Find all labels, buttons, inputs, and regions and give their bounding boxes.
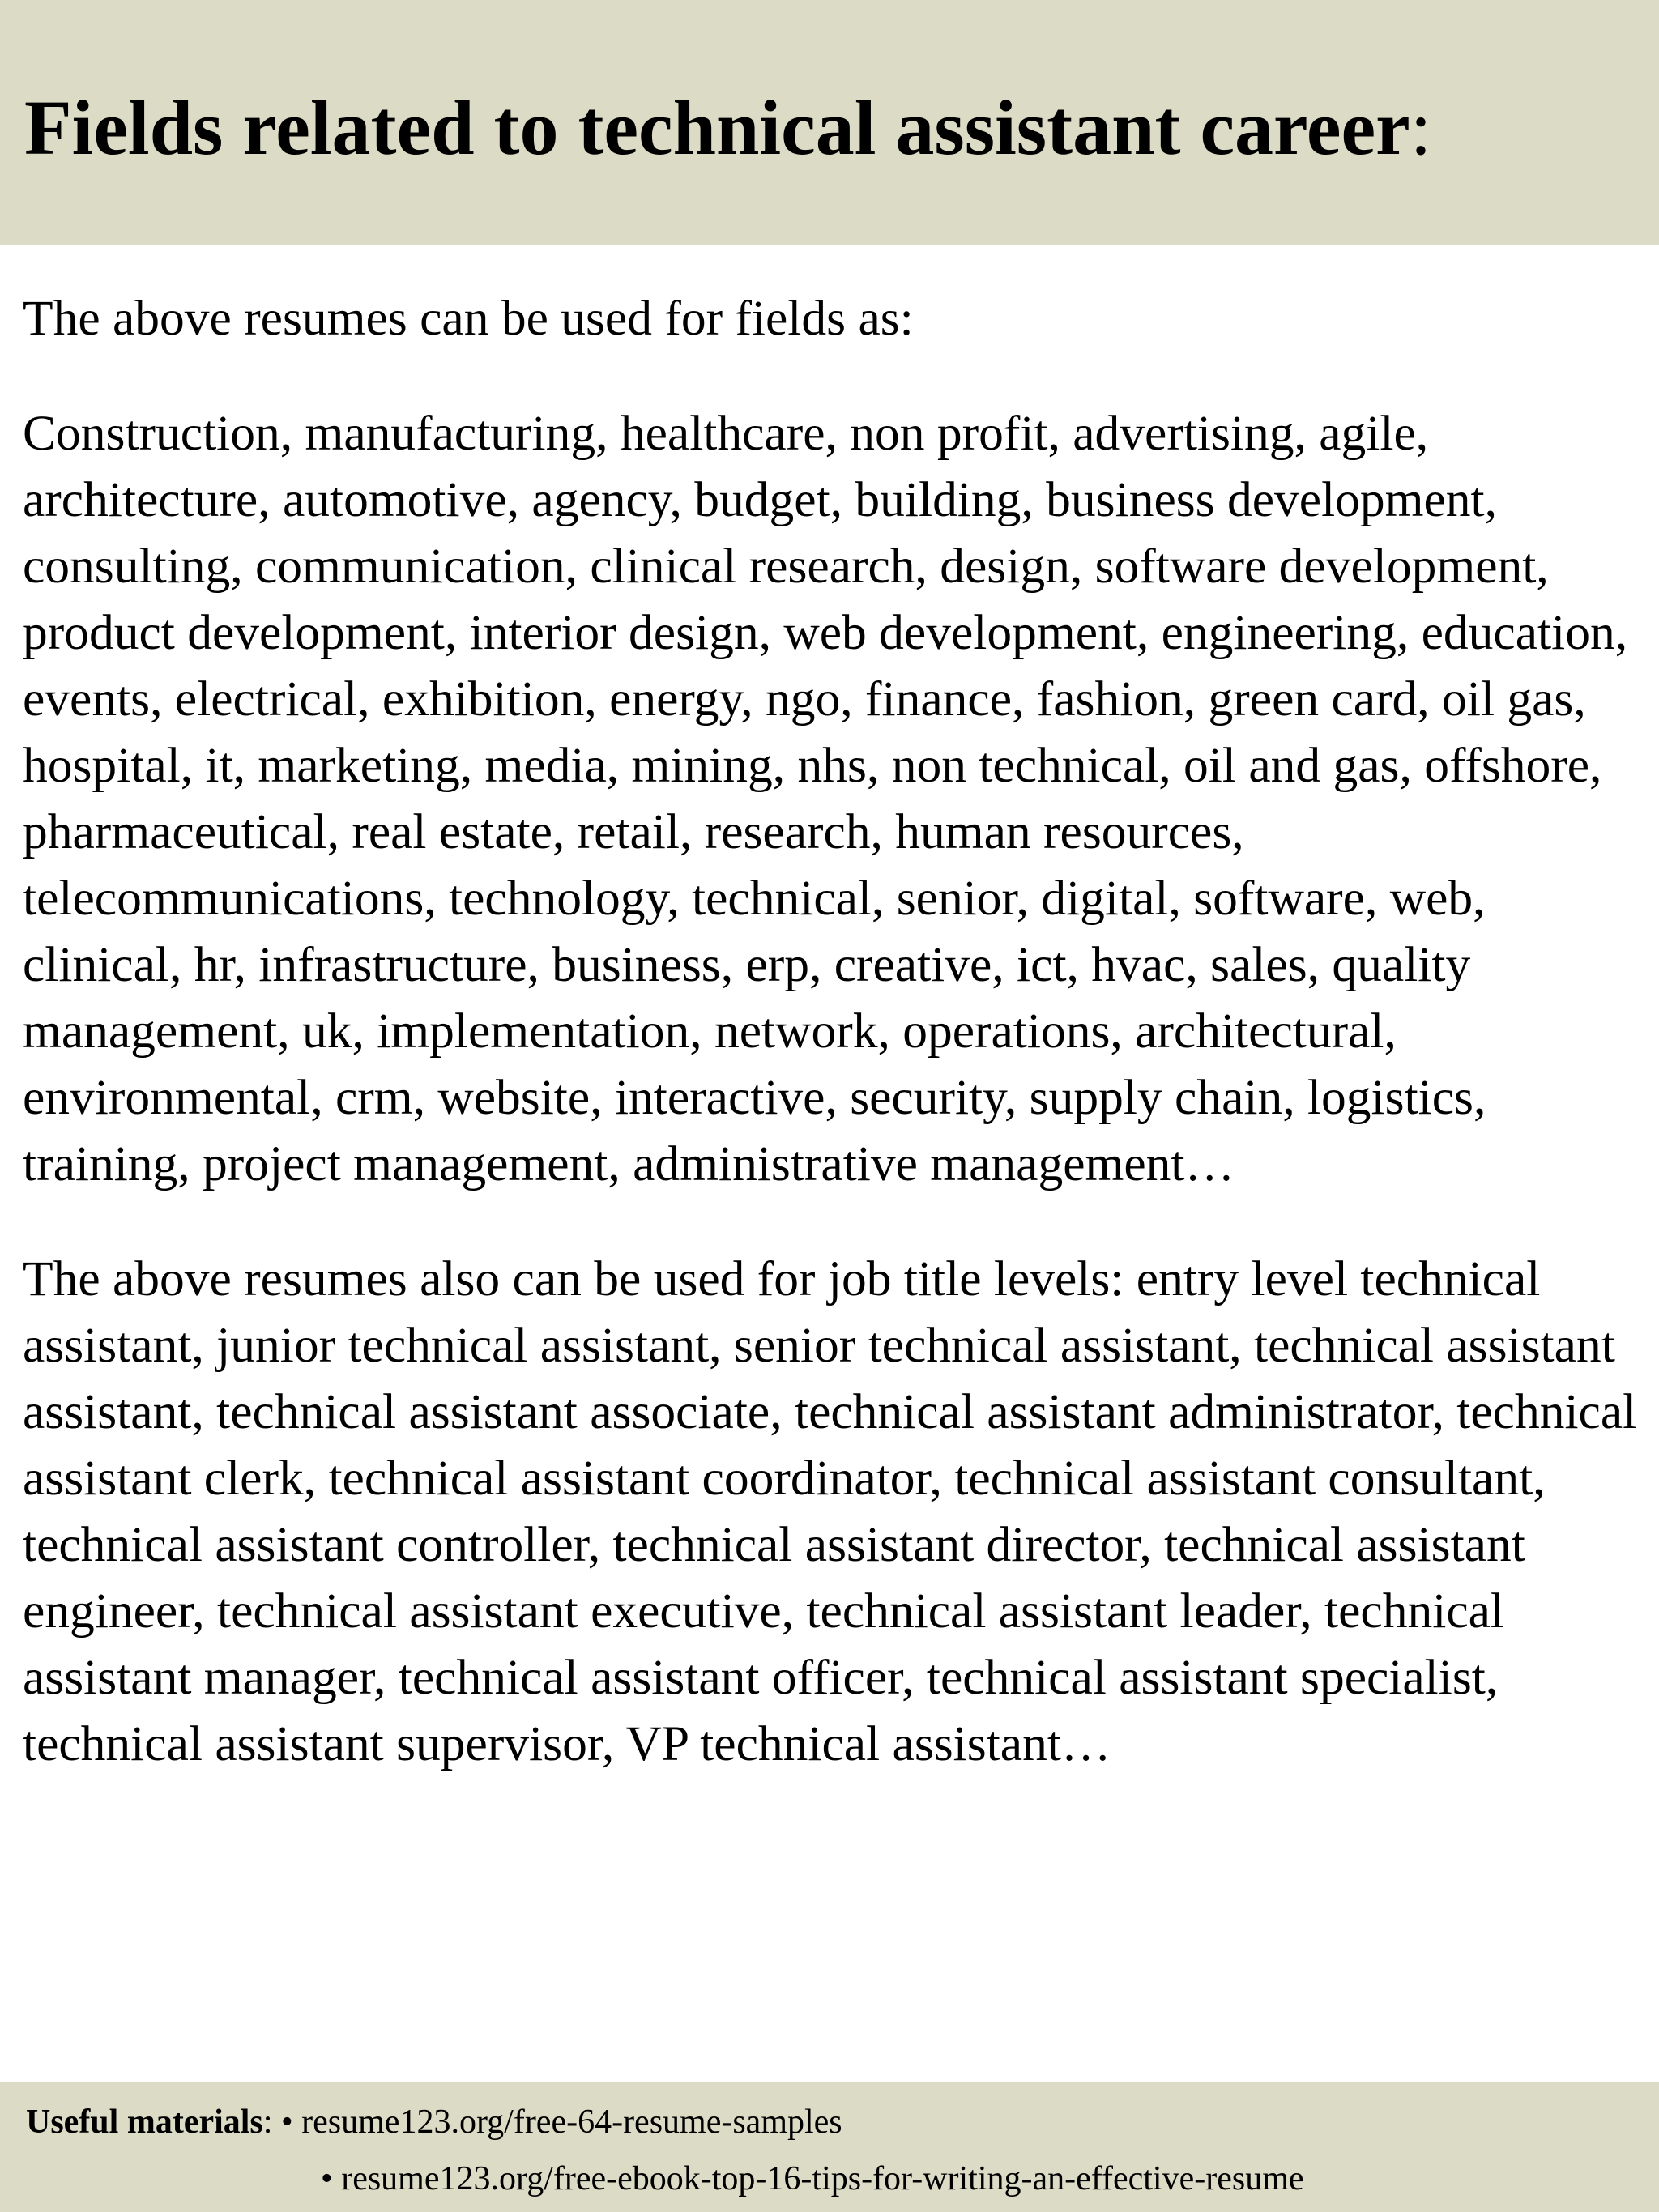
useful-materials-colon: : [262,2103,273,2141]
intro-paragraph: The above resumes can be used for fields as: [23,291,914,346]
useful-materials-label: Useful materials [26,2103,263,2141]
main-content [23,285,1639,1777]
useful-materials-footer [0,2082,1659,2212]
page-title-text: Fields related to technical assistant career [24,84,1410,171]
title-banner [0,0,1659,245]
resource-link-samples[interactable]: • resume123.org/free-64-resume-samples [280,2103,842,2141]
job-levels-paragraph: The above resumes also can be used for job title levels: entry level technical assistant, junior technical assistant, senior technical assistant, technical assistant assistant, technical assistant associate, technical assistant administrator, technical assistant clerk, technical assistant coordinator, technical assistant consultant, technical assistant controller, technical assistant director, technical assistant engineer, technical assistant executive, technical assistant leader, technical assistant manager, technical assistant officer, technical assistant specialist, technical assistant supervisor, VP technical assistant… [23,1251,1637,1771]
fields-paragraph: Construction, manufacturing, healthcare, non profit, advertising, agile, architecture, automotive, agency, budget, building, business development, consulting, communication, clinical research, design, software development, product development, interior design, web development, engineering, education, events, electrical, exhibition, energy, ngo, finance, fashion, green card, oil gas, hospital, it, marketing, media, mining, nhs, non technical, oil and gas, offshore, pharmaceutical, real estate, retail, research, human resources, telecommunications, technology, technical, senior, digital, software, web, clinical, hr, infrastructure, business, erp, creative, ict, hvac, sales, quality management, uk, implementation, network, operations, architectural, environmental, crm, website, interactive, security, supply chain, logistics, training, project management, administrative management… [23,406,1628,1191]
footer-row-2 [321,2156,1304,2201]
page-title [24,75,1431,181]
resource-link-ebook[interactable]: • resume123.org/free-ebook-top-16-tips-for-writing-an-effective-resume [321,2160,1304,2197]
footer-row-1 [26,2099,842,2145]
page-title-colon: : [1410,84,1432,171]
